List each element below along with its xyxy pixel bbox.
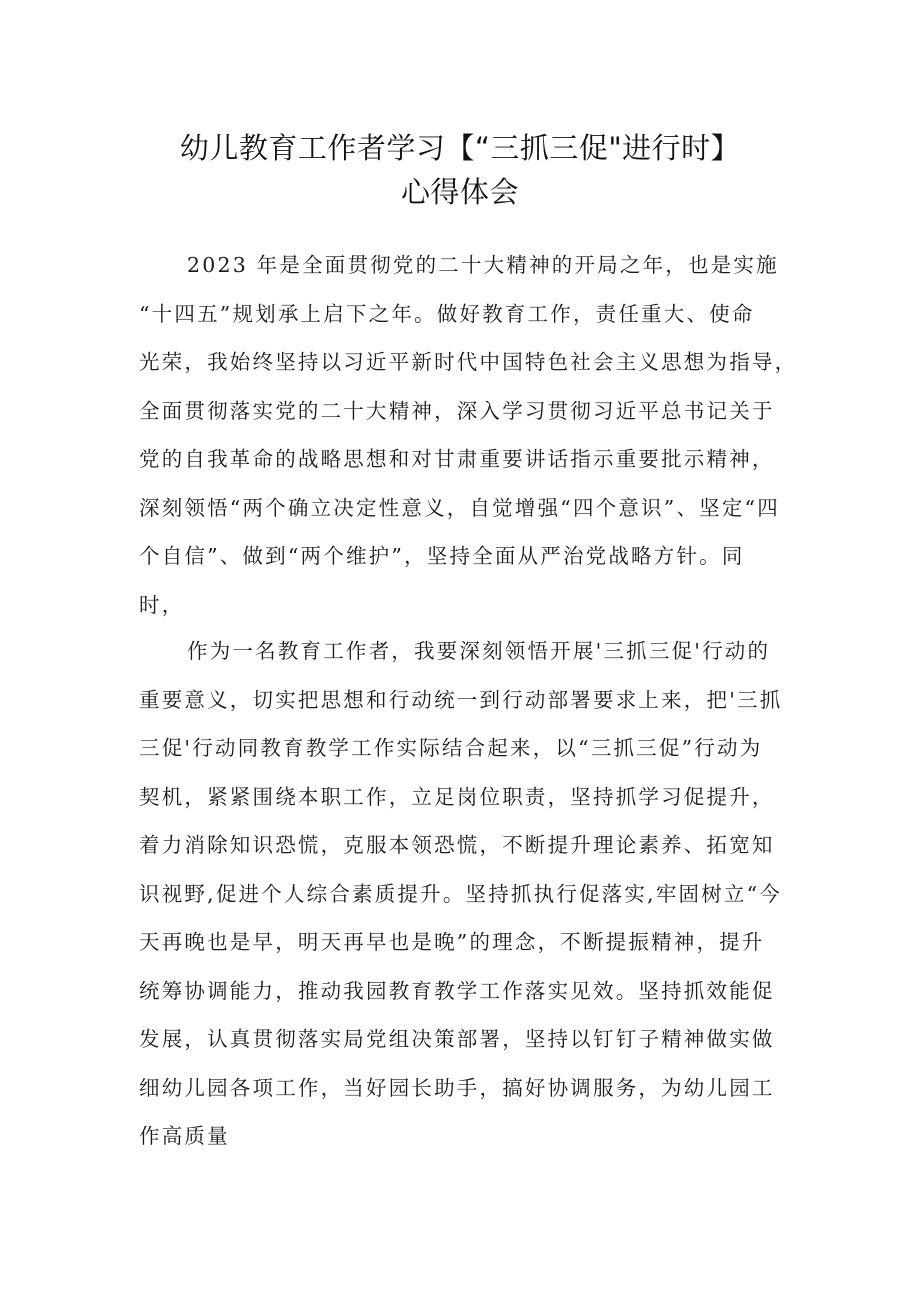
paragraph-line: 全面贯彻落实党的二十大精神，深入学习贯彻习近平总书记关于 (139, 398, 775, 423)
paragraph-line: 重要意义，切实把思想和行动统一到行动部署要求上来，把'三抓 (139, 687, 783, 712)
paragraph-line: 细幼儿园各项工作，当好园长助手，搞好协调服务，为幼儿园工 (139, 1075, 775, 1100)
document-title-line-1: 幼儿教育工作者学习【“三抓三促"进行时】 (179, 131, 741, 165)
document-title-line-2: 心得体会 (400, 175, 519, 209)
paragraph-line: 契机，紧紧围绕本职工作，立足岗位职责，坚持抓学习促提升， (139, 784, 775, 809)
body-paragraph-2 (139, 627, 799, 1161)
paragraph-line: 作高质量 (139, 1124, 230, 1148)
paragraph-line: 着力消除知识恐慌，克服本领恐慌，不断提升理论素养、拓宽知 (139, 833, 775, 857)
body-paragraph-1 (139, 241, 799, 629)
paragraph-line: 党的自我革命的战略思想和对甘肃重要讲话指示重要批示精神， (139, 447, 775, 471)
paragraph-line: 三促'行动同教育教学工作实际结合起来，以“三抓三促”行动为 (139, 736, 763, 760)
paragraph-line: 作为一名教育工作者，我要深刻领悟开展'三抓三促'行动的 (187, 639, 771, 663)
paragraph-line: 光荣，我始终坚持以习近平新时代中国特色社会主义思想为指导， (139, 350, 798, 374)
paragraph-line: “十四五”规划承上启下之年。做好教育工作，责任重大、使命 (139, 301, 755, 326)
paragraph-line: 发展，认真贯彻落实局党组决策部署，坚持以钉钉子精神做实做 (139, 1027, 775, 1051)
paragraph-line: 个自信”、做到“两个维护”，坚持全面从严治党战略方针。同 (139, 544, 745, 568)
paragraph-line: 时， (139, 592, 185, 617)
paragraph-line: 天再晚也是早，明天再早也是晚”的理念，不断提振精神，提升 (139, 930, 765, 954)
paragraph-line: 深刻领悟“两个确立决定性意义，自觉增强“四个意识”、坚定“四 (139, 495, 780, 520)
paragraph-line: 识视野,促进个人综合素质提升。坚持抓执行促落实,牢固树立“今 (139, 881, 783, 906)
paragraph-line: 统筹协调能力，推动我园教育教学工作落实见效。坚持抓效能促 (139, 978, 775, 1003)
paragraph-line: 2023 年是全面贯彻党的二十大精神的开局之年，也是实施 (187, 253, 779, 277)
